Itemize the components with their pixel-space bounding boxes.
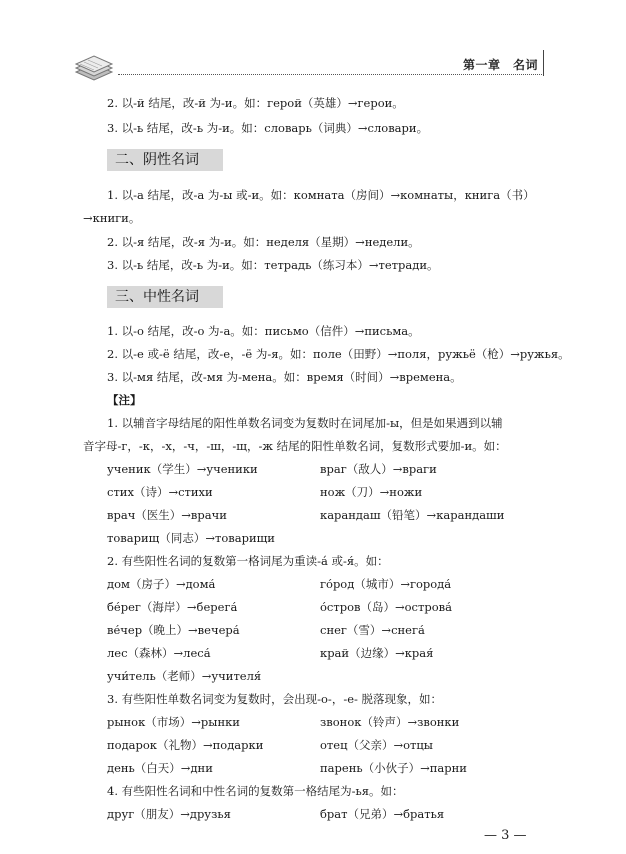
example-right: звонок（铃声）→звонки — [320, 715, 460, 729]
example-right: нож（刀）→ножи — [320, 485, 423, 499]
feminine-rule-3: 3. 以-ь 结尾，改-ь 为-и。如：тетрадь（练习本）→тетради。 — [107, 258, 439, 272]
chapter-label: 第一章 名词 — [462, 58, 538, 72]
example-left: ученик（学生）→ученики — [107, 462, 258, 476]
example-right: го́род（城市）→города́ — [320, 577, 452, 591]
note-1-line-2: 音字母-г，-к，-х，-ч，-ш，-щ，-ж 结尾的阳性单数名词，复数形式要加-и。如： — [83, 439, 507, 453]
example-left: товарищ（同志）→товарищи — [107, 531, 275, 545]
example-left: лес（森林）→леса́ — [107, 646, 211, 660]
note-4-line: 4. 有些阳性名词和中性名词的复数第一格结尾为-ья。如： — [107, 784, 404, 798]
example-left: день（白天）→дни — [107, 761, 213, 775]
example-right: карандаш（铅笔）→карандаши — [320, 508, 505, 522]
header-dotted-rule — [118, 74, 544, 75]
section-title-feminine: 二、阴性名词 — [107, 149, 223, 171]
example-left: рынок（市场）→рынки — [107, 715, 240, 729]
example-right: снег（雪）→снега́ — [320, 623, 425, 637]
feminine-rule-1-cont: →книги。 — [83, 211, 141, 225]
example-right: о́стров（岛）→острова́ — [320, 600, 452, 614]
page-number: — 3 — — [484, 828, 527, 843]
book-stack-icon — [72, 52, 116, 82]
note-1-line-1: 1. 以辅音字母结尾的阳性单数名词变为复数时在词尾加-ы，但是如果遇到以辅 — [107, 416, 503, 430]
example-right: парень（小伙子）→парни — [320, 761, 467, 775]
masculine-rule-3: 3. 以-ь 结尾，改-ь 为-и。如：словарь（词典）→словари。 — [107, 121, 429, 135]
neuter-rule-1: 1. 以-о 结尾，改-о 为-а。如：письмо（信件）→письма。 — [107, 324, 420, 338]
example-right: враг（敌人）→враги — [320, 462, 437, 476]
example-left: ве́чер（晚上）→вечера́ — [107, 623, 240, 637]
masculine-rule-2: 2. 以-й 结尾，改-й 为-и。如：герой（英雄）→герои。 — [107, 96, 404, 110]
note-2-line: 2. 有些阳性名词的复数第一格词尾为重读-á 或-я́。如： — [107, 554, 389, 568]
example-left: подарок（礼物）→подарки — [107, 738, 264, 752]
example-left: стих（诗）→стихи — [107, 485, 213, 499]
example-right: брат（兄弟）→братья — [320, 807, 445, 821]
example-right: край（边缘）→края́ — [320, 646, 434, 660]
neuter-rule-2: 2. 以-е 或-ё 结尾，改-е，-ё 为-я。如：поле（田野）→поля，ружьё（枪）→ружья。 — [107, 347, 570, 361]
feminine-rule-1: 1. 以-а 结尾，改-а 为-ы 或-и。如：комната（房间）→комнаты，книга（书） — [107, 188, 535, 202]
neuter-rule-3: 3. 以-мя 结尾，改-мя 为-мена。如：время（时间）→времена。 — [107, 370, 462, 384]
example-left: бе́рег（海岸）→берега́ — [107, 600, 238, 614]
example-left: дом（房子）→дома́ — [107, 577, 216, 591]
example-right: отец（父亲）→отцы — [320, 738, 433, 752]
notes-heading: 【注】 — [107, 393, 142, 407]
section-title-neuter: 三、中性名词 — [107, 286, 223, 308]
example-left: друг（朋友）→друзья — [107, 807, 231, 821]
note-3-line: 3. 有些阳性单数名词变为复数时，会出现-о-，-е- 脱落现象，如： — [107, 692, 443, 706]
feminine-rule-2: 2. 以-я 结尾，改-я 为-и。如：неделя（星期）→недели。 — [107, 235, 420, 249]
example-left: учи́тель（老师）→учителя́ — [107, 669, 262, 683]
page-header — [0, 0, 626, 100]
example-left: врач（医生）→врачи — [107, 508, 227, 522]
header-vertical-bar — [543, 50, 544, 76]
